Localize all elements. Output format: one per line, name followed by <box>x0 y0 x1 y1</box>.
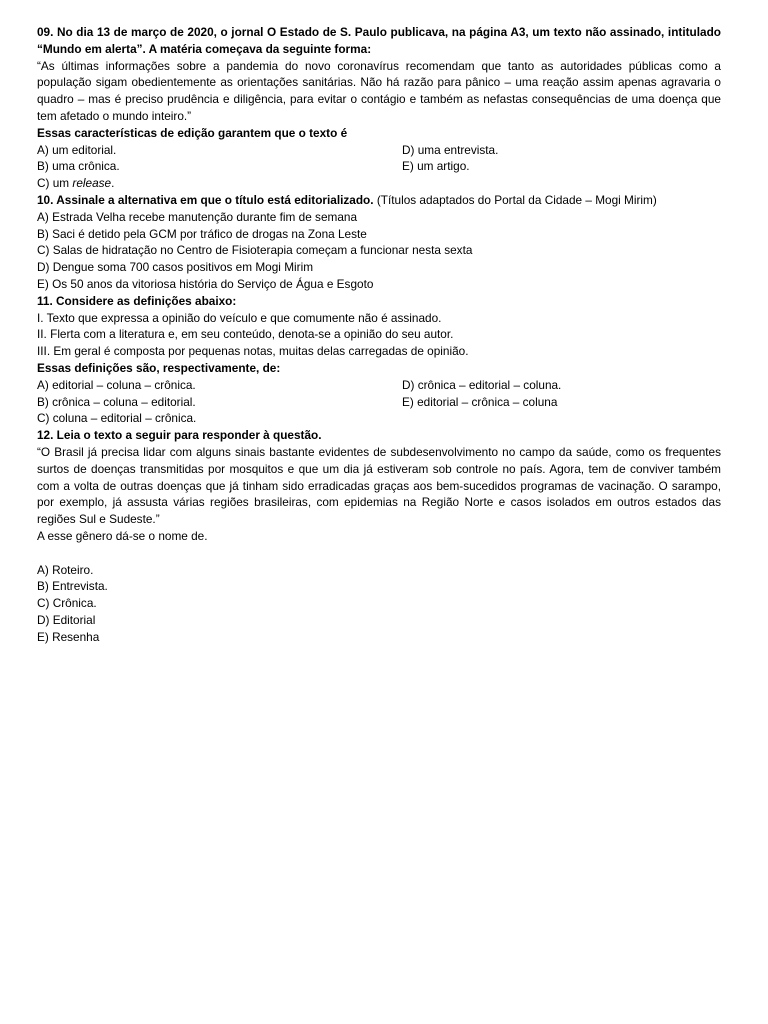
question-10-option-c: C) Salas de hidratação no Centro de Fisioterapia começam a funcionar nesta sexta <box>37 243 473 258</box>
question-12-option-c: C) Crônica. <box>37 596 97 611</box>
document-page <box>37 24 721 645</box>
question-10-source: (Títulos adaptados do Portal da Cidade – Mogi Mirim) <box>373 192 657 207</box>
question-12-option-a: A) Roteiro. <box>37 562 94 577</box>
option-b: B) crônica – coluna – editorial. <box>37 394 196 409</box>
option-d: D) crônica – editorial – coluna. <box>402 377 562 392</box>
question-12-prompt: A esse gênero dá-se o nome de. <box>37 528 208 543</box>
question-12-quote: “O Brasil já precisa lidar com alguns sinais bastante evidentes de subdesenvolvimento no campo da saúde, como os frequentes surtos de doenças transmitidas por mosquitos e que um dia já estiveram sob controle no país. Agora, tem de conviver também com a volta de outras doenças que já tinham sido erradicadas graças aos bem-sucedidos programas de vacinação. O sarampo, por exemplo, já assusta várias regiões brasileiras, com epidemias na Região Norte e casos isolados em outros estados das regiões Sul e Sudeste.” <box>37 444 721 527</box>
question-09-options-row-2 <box>37 158 721 175</box>
question-09-prompt: Essas características de edição garantem que o texto é <box>37 125 348 140</box>
question-11-options-row-2 <box>37 394 721 411</box>
question-12-option-d: D) Editorial <box>37 612 96 627</box>
question-12-option-e: E) Resenha <box>37 629 100 644</box>
question-11-heading: 11. Considere as definições abaixo: <box>37 293 237 308</box>
question-11 <box>37 293 721 427</box>
option-e: E) editorial – crônica – coluna <box>402 394 558 409</box>
option-c-prefix: C) um <box>37 176 73 191</box>
option-e: E) um artigo. <box>402 159 470 174</box>
definition-iii: III. Em geral é composta por pequenas notas, muitas delas carregadas de opinião. <box>37 344 469 359</box>
option-a: A) um editorial. <box>37 142 117 157</box>
question-12-option-b: B) Entrevista. <box>37 579 108 594</box>
question-09-options-row-1 <box>37 142 721 159</box>
question-11-options-row-3 <box>37 410 721 427</box>
question-09-options-row-3 <box>37 175 721 192</box>
option-c-suffix: . <box>111 176 115 191</box>
option-d: D) uma entrevista. <box>402 142 499 157</box>
option-a: A) editorial – coluna – crônica. <box>37 377 196 392</box>
option-b: B) uma crônica. <box>37 159 120 174</box>
question-12 <box>37 427 721 645</box>
question-09 <box>37 24 721 192</box>
question-11-prompt: Essas definições são, respectivamente, de: <box>37 360 281 375</box>
definition-i: I. Texto que expressa a opinião do veículo e que comumente não é assinado. <box>37 310 442 325</box>
question-09-heading: 09. No dia 13 de março de 2020, o jornal O Estado de S. Paulo publicava, na página A3, um texto não assinado, intitulado “Mundo em alerta”. A matéria começava da seguinte forma: <box>37 25 721 56</box>
option-c <box>37 175 402 192</box>
option-c: C) coluna – editorial – crônica. <box>37 411 197 426</box>
question-10-option-a: A) Estrada Velha recebe manutenção durante fim de semana <box>37 209 358 224</box>
question-10-option-b: B) Saci é detido pela GCM por tráfico de drogas na Zona Leste <box>37 226 367 241</box>
option-c-italic: release <box>72 176 112 191</box>
question-10-option-d: D) Dengue soma 700 casos positivos em Mogi Mirim <box>37 260 314 275</box>
question-10 <box>37 192 721 293</box>
spacer <box>37 545 721 562</box>
definition-ii: II. Flerta com a literatura e, em seu conteúdo, denota-se a opinião do seu autor. <box>37 327 454 342</box>
question-10-heading-line <box>37 192 721 209</box>
question-10-heading: 10. Assinale a alternativa em que o título está editorializado. <box>37 192 374 207</box>
question-09-quote: “As últimas informações sobre a pandemia do novo coronavírus recomendam que tanto as autoridades públicas como a população sigam obedientemente as orientações sanitárias. Não há razão para pânico – uma reação assim apenas agravaria o quadro – mas é preciso prudência e diligência, para evitar o contágio e também as nefastas consequências de uma doença que tem afetado o mundo inteiro.” <box>37 58 721 123</box>
question-12-heading: 12. Leia o texto a seguir para responder à questão. <box>37 428 322 443</box>
question-11-options-row-1 <box>37 377 721 394</box>
question-10-option-e: E) Os 50 anos da vitoriosa história do Serviço de Água e Esgoto <box>37 276 374 291</box>
